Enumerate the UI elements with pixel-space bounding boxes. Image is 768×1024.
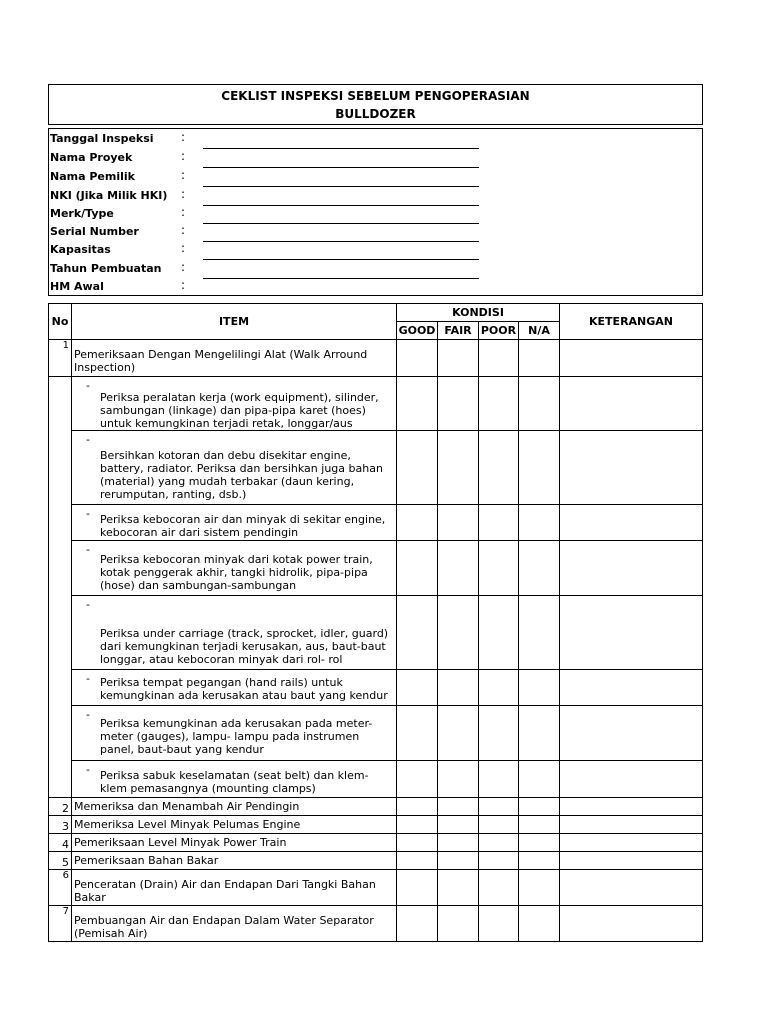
item-text: Penceratan (Drain) Air dan Endapan Dari Tangki Bahan Bakar: [72, 870, 397, 906]
sub-item-dash: -: [86, 379, 90, 392]
good-cell[interactable]: [397, 706, 438, 761]
keterangan-cell[interactable]: [560, 852, 703, 870]
na-cell[interactable]: [519, 816, 560, 834]
info-colon: :: [181, 149, 186, 163]
poor-cell[interactable]: [479, 706, 519, 761]
na-cell[interactable]: [519, 340, 560, 377]
good-cell[interactable]: [397, 505, 438, 541]
sub-item-dash: -: [86, 543, 90, 556]
header-na: N/A: [519, 322, 560, 340]
na-cell[interactable]: [519, 596, 560, 670]
poor-cell[interactable]: [479, 761, 519, 798]
good-cell[interactable]: [397, 670, 438, 706]
info-colon: :: [181, 223, 186, 237]
header-row-1: [49, 304, 703, 322]
keterangan-cell[interactable]: [560, 377, 703, 431]
na-cell[interactable]: [519, 906, 560, 942]
header-kondisi: KONDISI: [397, 304, 560, 322]
info-label: Nama Proyek: [50, 151, 133, 164]
good-cell[interactable]: [397, 761, 438, 798]
info-colon: :: [181, 278, 186, 292]
nki-field[interactable]: [203, 205, 479, 206]
table-row: [49, 906, 703, 942]
table-row: [49, 505, 703, 541]
keterangan-cell[interactable]: [560, 596, 703, 670]
na-cell[interactable]: [519, 761, 560, 798]
sub-item-text: Periksa peralatan kerja (work equipment), silinder, sambungan (linkage) dan pipa-pipa karet (hoes) untuk kemungkinan terjadi retak, longgar/aus: [100, 391, 379, 430]
header-fair: FAIR: [438, 322, 479, 340]
header-poor: POOR: [479, 322, 519, 340]
row-number: 5: [49, 852, 72, 870]
good-cell[interactable]: [397, 377, 438, 431]
nama-pemilik-field[interactable]: [203, 186, 479, 187]
fair-cell[interactable]: [438, 596, 479, 670]
info-label: HM Awal: [50, 280, 104, 293]
item-text: Pembuangan Air dan Endapan Dalam Water Separator (Pemisah Air): [72, 906, 397, 942]
sub-item-dash: -: [86, 598, 90, 611]
na-cell[interactable]: [519, 870, 560, 906]
keterangan-cell[interactable]: [560, 761, 703, 798]
table-row: [49, 798, 703, 816]
good-cell[interactable]: [397, 431, 438, 505]
good-cell[interactable]: [397, 906, 438, 942]
kapasitas-field[interactable]: [203, 259, 479, 260]
table-row: [49, 870, 703, 906]
na-cell[interactable]: [519, 377, 560, 431]
fair-cell[interactable]: [438, 541, 479, 596]
table-row: [49, 340, 703, 377]
item-text: Pemeriksaan Bahan Bakar: [72, 852, 397, 870]
document-title-box: [48, 84, 703, 125]
sub-item-dash: -: [86, 708, 90, 721]
info-colon: :: [181, 130, 186, 144]
sub-item: [72, 706, 397, 761]
na-cell[interactable]: [519, 541, 560, 596]
fair-cell[interactable]: [438, 340, 479, 377]
sub-item-dash: -: [86, 672, 90, 685]
keterangan-cell[interactable]: [560, 541, 703, 596]
sub-item-text: Periksa kebocoran air dan minyak di sekitar engine, kebocoran air dari sistem pendingin: [100, 513, 386, 539]
fair-cell[interactable]: [438, 377, 479, 431]
info-colon: :: [181, 260, 186, 274]
info-label: Tahun Pembuatan: [50, 262, 162, 275]
na-cell[interactable]: [519, 834, 560, 852]
sub-item: [72, 596, 397, 670]
sub-item-text: Periksa tempat pegangan (hand rails) untuk kemungkinan ada kerusakan atau baut yang kendur: [100, 676, 388, 702]
table-row: [49, 541, 703, 596]
row-number: 4: [49, 834, 72, 852]
sub-item-text: Periksa kebocoran minyak dari kotak power train, kotak penggerak akhir, tangki hidrolik, pipa-pipa (hose) dan sambungan-sambungan: [100, 553, 373, 592]
info-label: Tanggal Inspeksi: [50, 132, 154, 145]
sub-item-text: Bersihkan kotoran dan debu disekitar engine, battery, radiator. Periksa dan bersihkan juga bahan (material) yang mudah terbakar (daun kering, rerumputan, ranting, dsb.): [100, 449, 383, 501]
keterangan-cell[interactable]: [560, 505, 703, 541]
na-cell[interactable]: [519, 798, 560, 816]
na-cell[interactable]: [519, 431, 560, 505]
info-label: NKI (Jika Milik HKI): [50, 189, 168, 202]
na-cell[interactable]: [519, 670, 560, 706]
row-number: 6: [49, 870, 72, 906]
row-number: 2: [49, 798, 72, 816]
poor-cell[interactable]: [479, 596, 519, 670]
keterangan-cell[interactable]: [560, 906, 703, 942]
fair-cell[interactable]: [438, 870, 479, 906]
info-label: Serial Number: [50, 225, 139, 238]
item-text: Memeriksa dan Menambah Air Pendingin: [72, 798, 397, 816]
info-colon: :: [181, 241, 186, 255]
keterangan-cell[interactable]: [560, 834, 703, 852]
fair-cell[interactable]: [438, 505, 479, 541]
table-row: [49, 377, 703, 431]
fair-cell[interactable]: [438, 798, 479, 816]
keterangan-cell[interactable]: [560, 816, 703, 834]
table-row: [49, 852, 703, 870]
keterangan-cell[interactable]: [560, 431, 703, 505]
info-label: Kapasitas: [50, 243, 111, 256]
sub-item-dash: -: [86, 507, 90, 520]
poor-cell[interactable]: [479, 505, 519, 541]
keterangan-cell[interactable]: [560, 798, 703, 816]
nama-proyek-field[interactable]: [203, 167, 479, 168]
info-label: Nama Pemilik: [50, 170, 135, 183]
checklist-table: [48, 303, 703, 942]
merk-type-field[interactable]: [203, 223, 479, 224]
table-row: [49, 596, 703, 670]
serial-number-field[interactable]: [203, 241, 479, 242]
poor-cell[interactable]: [479, 852, 519, 870]
inspection-info-box: [48, 128, 703, 296]
fair-cell[interactable]: [438, 816, 479, 834]
poor-cell[interactable]: [479, 670, 519, 706]
sub-item: [72, 541, 397, 596]
table-row: [49, 834, 703, 852]
sub-item: [72, 431, 397, 505]
keterangan-cell[interactable]: [560, 706, 703, 761]
document-subtitle: BULLDOZER: [335, 107, 416, 121]
na-cell[interactable]: [519, 505, 560, 541]
tanggal-inspeksi-field[interactable]: [203, 148, 479, 149]
row-number: 3: [49, 816, 72, 834]
sub-item: [72, 670, 397, 706]
poor-cell[interactable]: [479, 798, 519, 816]
item-text: Memeriksa Level Minyak Pelumas Engine: [72, 816, 397, 834]
info-colon: :: [181, 205, 186, 219]
good-cell[interactable]: [397, 816, 438, 834]
sub-item: [72, 377, 397, 431]
table-row: [49, 431, 703, 505]
sub-item-text: Periksa kemungkinan ada kerusakan pada meter-meter (gauges), lampu- lampu pada instrumen panel, baut-baut yang kendur: [100, 717, 373, 756]
poor-cell[interactable]: [479, 906, 519, 942]
fair-cell[interactable]: [438, 431, 479, 505]
poor-cell[interactable]: [479, 834, 519, 852]
sub-item-text: Periksa sabuk keselamatan (seat belt) dan klem-klem pemasangnya (mounting clamps): [100, 769, 369, 795]
good-cell[interactable]: [397, 541, 438, 596]
table-row: [49, 761, 703, 798]
keterangan-cell[interactable]: [560, 870, 703, 906]
item-text: Pemeriksaan Dengan Mengelilingi Alat (Walk Arround Inspection): [72, 340, 397, 377]
table-row: [49, 670, 703, 706]
sub-item-dash: -: [86, 433, 90, 446]
tahun-pembuatan-field[interactable]: [203, 278, 479, 279]
fair-cell[interactable]: [438, 706, 479, 761]
header-no: No: [49, 304, 72, 340]
poor-cell[interactable]: [479, 377, 519, 431]
poor-cell[interactable]: [479, 340, 519, 377]
item-text: Pemeriksaan Level Minyak Power Train: [72, 834, 397, 852]
fair-cell[interactable]: [438, 852, 479, 870]
keterangan-cell[interactable]: [560, 670, 703, 706]
good-cell[interactable]: [397, 834, 438, 852]
table-row: [49, 706, 703, 761]
row-number: [49, 377, 72, 798]
info-colon: :: [181, 168, 186, 182]
sub-item-text: Periksa under carriage (track, sprocket, idler, guard) dari kemungkinan terjadi kerusakan, aus, baut-baut longgar, atau kebocoran minyak dari rol- rol: [100, 627, 389, 666]
fair-cell[interactable]: [438, 906, 479, 942]
fair-cell[interactable]: [438, 834, 479, 852]
fair-cell[interactable]: [438, 761, 479, 798]
poor-cell[interactable]: [479, 431, 519, 505]
sub-item: [72, 761, 397, 798]
poor-cell[interactable]: [479, 541, 519, 596]
row-number: 1: [49, 340, 72, 377]
header-good: GOOD: [397, 322, 438, 340]
sub-item: [72, 505, 397, 541]
info-label: Merk/Type: [50, 207, 114, 220]
na-cell[interactable]: [519, 706, 560, 761]
good-cell[interactable]: [397, 852, 438, 870]
table-row: [49, 816, 703, 834]
fair-cell[interactable]: [438, 670, 479, 706]
keterangan-cell[interactable]: [560, 340, 703, 377]
poor-cell[interactable]: [479, 870, 519, 906]
document-title: CEKLIST INSPEKSI SEBELUM PENGOPERASIAN: [221, 89, 530, 103]
good-cell[interactable]: [397, 798, 438, 816]
good-cell[interactable]: [397, 340, 438, 377]
info-colon: :: [181, 187, 186, 201]
good-cell[interactable]: [397, 870, 438, 906]
header-keterangan: KETERANGAN: [560, 304, 703, 340]
good-cell[interactable]: [397, 596, 438, 670]
poor-cell[interactable]: [479, 816, 519, 834]
row-number: 7: [49, 906, 72, 942]
sub-item-dash: -: [86, 763, 90, 776]
na-cell[interactable]: [519, 852, 560, 870]
header-item: ITEM: [72, 304, 397, 340]
